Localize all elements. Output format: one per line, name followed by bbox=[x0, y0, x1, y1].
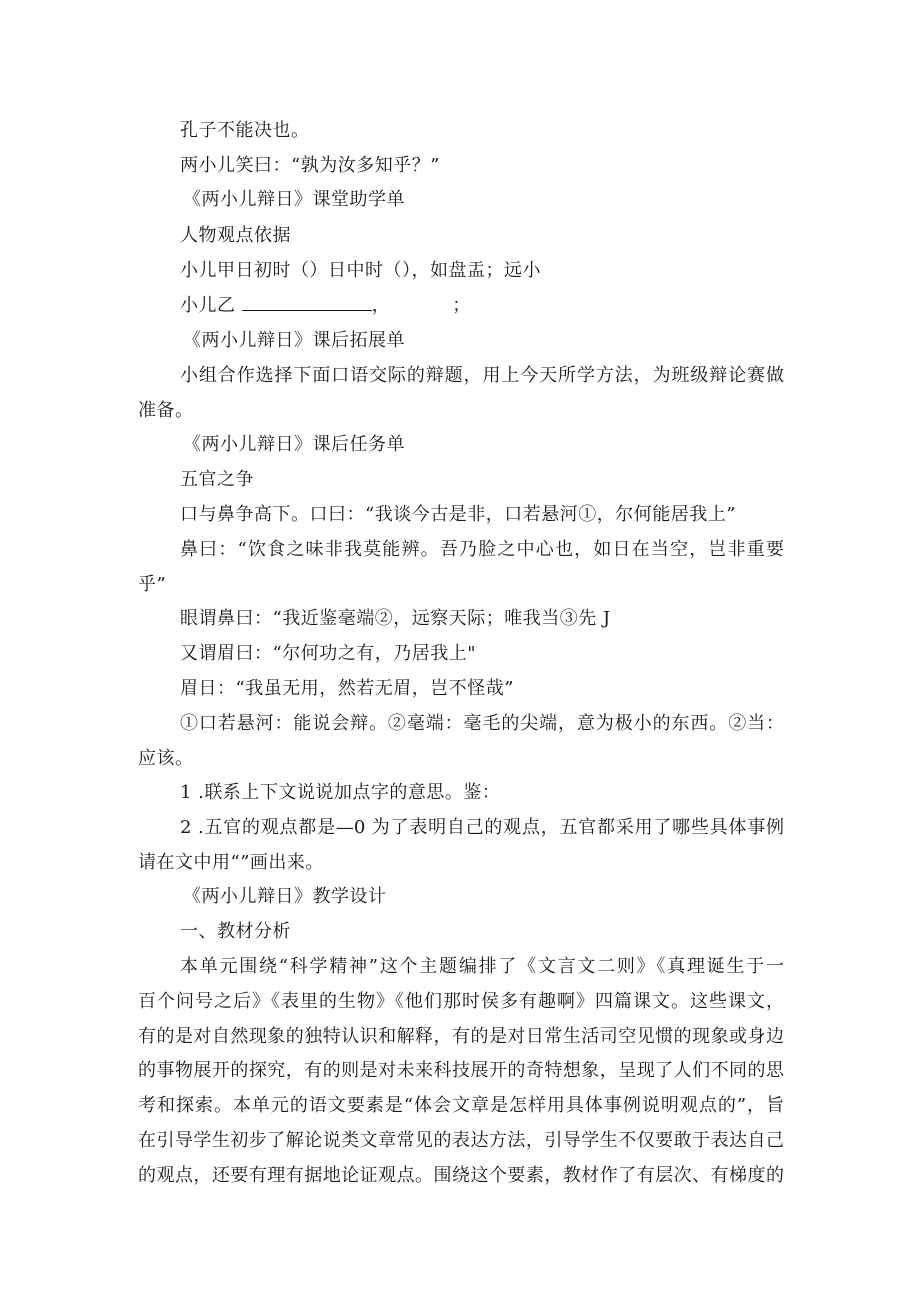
text-line: 乎” bbox=[138, 574, 167, 595]
paragraph-line: 百个问号之后》《表里的生物》《他们那时侯多有趣啊》四篇课文。这些课文， bbox=[138, 991, 784, 1012]
text-line: 准备。 bbox=[138, 400, 194, 421]
text-line: 小儿甲日初时（）日中时（），如盘盂；远小 bbox=[180, 260, 541, 281]
answer-blank[interactable] bbox=[242, 294, 372, 311]
punctuation: ； bbox=[452, 295, 471, 316]
paragraph-line: 在引导学生初步了解论说类文章常见的表达方法，引导学生不仅要敢于表达自己 bbox=[138, 1130, 784, 1151]
paragraph-line: 本单元围绕“科学精神”这个主题编排了《文言文二则》《真理诞生于一 bbox=[180, 956, 784, 977]
section-heading: 《两小儿辩日》教学设计 bbox=[183, 886, 387, 907]
text-line: 五官之争 bbox=[180, 469, 254, 490]
text-line: 又谓眉曰：“尔何功之有，乃居我上" bbox=[180, 643, 476, 664]
paragraph-line: 有的是对自然现象的独特认识和解释，有的是对日常生活司空见惯的现象或身边 bbox=[138, 1026, 784, 1047]
section-heading: 《两小儿辩日》课后任务单 bbox=[183, 434, 405, 455]
text-line: 眼谓鼻曰：“我近鉴毫端②，远察天际；唯我当③先 J bbox=[180, 608, 611, 629]
section-heading: 《两小儿辩日》课后拓展单 bbox=[183, 330, 405, 351]
text-line: 两小儿笑曰：“孰为汝多知乎？” bbox=[180, 155, 440, 176]
section-heading: 《两小儿辩日》课堂助学单 bbox=[183, 189, 405, 210]
question-2-continued: 请在文中用“”画出来。 bbox=[138, 852, 324, 873]
text-line: 口与鼻争高下。口曰：“我谈今古是非，口若悬河①，尔何能居我上” bbox=[180, 504, 736, 525]
question-1: 1 .联系上下文说说加点字的意思。鉴： bbox=[180, 782, 501, 803]
text-line: 鼻曰：“饮食之味非我莫能辨。吾乃脸之中心也，如日在当空，岂非重要 bbox=[180, 539, 784, 560]
text-line: 人物观点依据 bbox=[180, 225, 291, 246]
text-line: 眉日：“我虽无用，然若无眉，岂不怪哉” bbox=[180, 678, 514, 699]
text-line: 孔子不能决也。 bbox=[180, 120, 310, 141]
punctuation: ， bbox=[371, 295, 391, 316]
text-line: 小组合作选择下面口语交际的辩题，用上今天所学方法，为班级辩论赛做 bbox=[180, 365, 784, 386]
paragraph-line: 考和探索。本单元的语文要素是“体会文章是怎样用具体事例说明观点的”，旨 bbox=[138, 1095, 784, 1116]
paragraph-line: 的事物展开的探究，有的则是对未来科技展开的奇特想象，呈现了人们不同的思 bbox=[138, 1060, 784, 1081]
paragraph-line: 的观点，还要有理有据地论证观点。围绕这个要素，教材作了有层次、有梯度的 bbox=[138, 1165, 784, 1186]
footnote-line: 应该。 bbox=[138, 748, 194, 769]
question-2: 2 .五官的观点都是—0 为了表明自己的观点，五官都采用了哪些具体事例 bbox=[180, 817, 784, 838]
fill-in-line bbox=[180, 294, 471, 318]
subsection-heading: 一、教材分析 bbox=[180, 921, 291, 942]
text-label: 小儿乙 bbox=[180, 295, 236, 316]
footnote-line: ①口若悬河：能说会辩。②毫端：毫毛的尖端，意为极小的东西。②当： bbox=[180, 713, 784, 734]
